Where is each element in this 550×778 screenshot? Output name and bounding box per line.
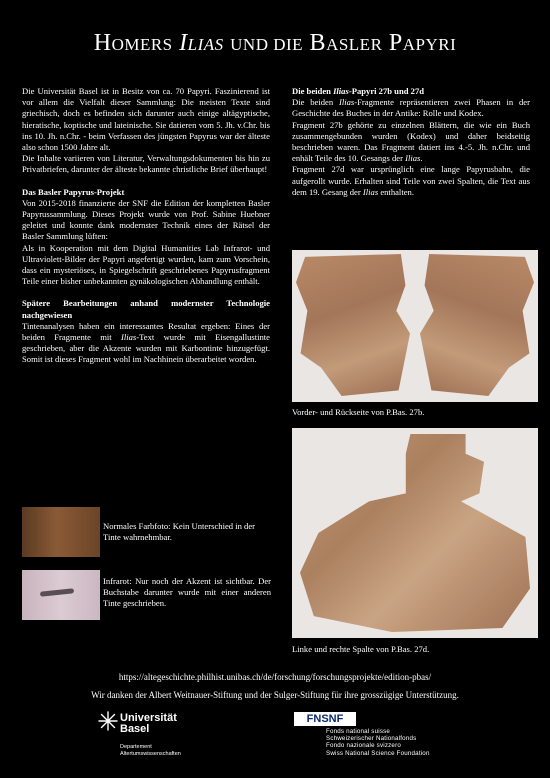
text-run: -Fragmente repräsentieren zwei Phasen in der Geschichte des Buches in der Antike: Rolle und Kodex.	[292, 97, 530, 119]
text-emphasis: Ilias	[405, 153, 421, 164]
text-run: Fragment 27d war ursprünglich eine lange Papyrusbahn, die aufgerollt wurde. Erhalten sind Teile von zwei Spalten, die Text aus dem 19. Gesang der	[292, 164, 530, 197]
university-name-line: Universität	[120, 712, 177, 724]
later-paragraph	[22, 321, 270, 366]
text-emphasis: Ilias	[333, 86, 349, 96]
university-logo	[98, 709, 248, 759]
right-column	[292, 86, 530, 198]
text-run: Die beiden	[292, 97, 339, 108]
ilias-paragraph-2	[292, 120, 530, 165]
university-name	[120, 713, 177, 735]
text-run: enthalten.	[378, 186, 414, 197]
title-word: OMERS	[111, 35, 173, 54]
title-initial: B	[309, 30, 327, 56]
ink-normal-photo	[22, 507, 100, 557]
text-emphasis: Ilias	[339, 97, 355, 108]
text-run: .	[420, 153, 423, 164]
title-initial: I	[179, 30, 188, 56]
university-name-line: Basel	[120, 723, 150, 735]
poster-title	[0, 30, 550, 57]
title-initial: H	[93, 30, 112, 56]
left-column	[22, 86, 270, 366]
title-initial: P	[388, 30, 403, 56]
text-run: -Papyri 27b und 27d	[348, 86, 425, 96]
intro-paragraph: Die Universität Basel ist in Besitz von ca. 70 Papyri. Faszinierend ist vor allem die Vielfalt dieser Sammlung: Die meisten Texte sind griechisch, doch es befinden sich darunter auch einige altägyptische, hieratische, koptische und lateinische. Sie datieren vom 5. Jh. v.Chr. bis ins 10. Jh. n.Chr. - beim Verfassen des jüngsten Papyrus war der älteste also schon 1500 Jahre alt.	[22, 86, 270, 153]
title-word: ASLER	[326, 35, 383, 54]
acknowledgement: Wir danken der Albert Weitnauer-Stiftung und der Sulger-Stiftung für ihre grosszügige Unterstützung.	[91, 690, 459, 700]
snf-name-line: Fondo nazionale svizzero	[326, 742, 401, 750]
department-line: Altertumswissenschaften	[120, 751, 181, 757]
title-word: UND DIE	[230, 35, 304, 54]
project-paragraph: Von 2015-2018 finanzierte der SNF die Edition der kompletten Basler Papyrussammlung. Dieses Projekt wurde von Prof. Sabine Huebner geleitet und konnte dank modernster Technik eines der Rätsel der Basler Sammlung lüften:	[22, 197, 270, 242]
project-url[interactable]: https://altegeschichte.philhist.unibas.ch/de/forschung/forschungsprojekte/edition-pbas/	[118, 672, 432, 682]
snf-logo-block	[294, 712, 494, 762]
project-paragraph-2: Als in Kooperation mit dem Digital Humanities Lab Infrarot- und Ultraviolett-Bilder der Papyri angefertigt wurden, kam zum Vorschein, dass ein mysteriöses, in Spiegelschrift geschriebenes Papyrusfragment Teile einer bisher unbekannten gynäkologischen Abhandlung enthält.	[22, 242, 270, 287]
text-emphasis: Ilias	[121, 332, 137, 343]
ink-infrared-photo	[22, 570, 100, 620]
department-line: Departement	[120, 744, 152, 750]
ilias-paragraph-1	[292, 97, 530, 119]
caption-infrared: Infrarot: Nur noch der Akzent ist sichtbar. Der Buchstabe darunter wurde mit einer anderen Tinte geschrieben.	[103, 576, 271, 609]
text-run: Die beiden	[292, 86, 334, 96]
text-run: Fragment 27b gehörte zu einzelnen Blättern, die wie ein Buch zusammengebunden wurden (Kodex) und daher beidseitig beschrieben waren. Das Fragment datiert ins 4.-5. Jh. n.Chr. und enhält Teile des 10. Gesangs der	[292, 119, 530, 164]
text-run: Tintenanalysen haben ein interessantes Resultat ergeben: Eines der beiden Fragmente mit	[22, 320, 270, 343]
caption-27d: Linke und rechte Spalte von P.Bas. 27d.	[292, 644, 430, 654]
text-run: -Text wurde mit Eisengallustinte geschrieben, aber die Akzente wurden mit Karbontinte hinzugefügt. Somit ist dieses Fragment wohl im Nachhinein überarbeitet worden.	[22, 332, 270, 365]
caption-27b: Vorder- und Rückseite von P.Bas. 27b.	[292, 407, 425, 417]
snf-name-line: Fonds national suisse	[326, 728, 391, 735]
intro-paragraph-2: Die Inhalte variieren von Literatur, Verwaltungsdokumenten bis hin zu Privatbriefen, darunter der älteste bekannte christliche Brief überhaupt!	[22, 153, 270, 175]
ilias-paragraph-3	[292, 164, 530, 198]
snf-name-line: Schweizerischer Nationalfonds	[326, 735, 417, 743]
ilias-heading	[292, 86, 530, 97]
snf-name-line: Swiss National Science Foundation	[326, 749, 430, 757]
caption-normal: Normales Farbfoto: Kein Unterschied in der Tinte wahrnehmbar.	[103, 521, 256, 543]
department-name	[120, 744, 181, 758]
snf-names	[326, 728, 430, 757]
title-word: LIAS	[187, 35, 224, 54]
later-heading: Spätere Bearbeitungen anhand modernster Technologie nachgewiesen	[22, 298, 270, 320]
snf-logo: FNSNF	[294, 712, 356, 726]
text-emphasis: Ilias	[362, 186, 379, 197]
basel-star-icon	[98, 711, 118, 731]
project-heading: Das Basler Papyrus-Projekt	[22, 186, 125, 197]
title-word: APYRI	[402, 35, 457, 54]
